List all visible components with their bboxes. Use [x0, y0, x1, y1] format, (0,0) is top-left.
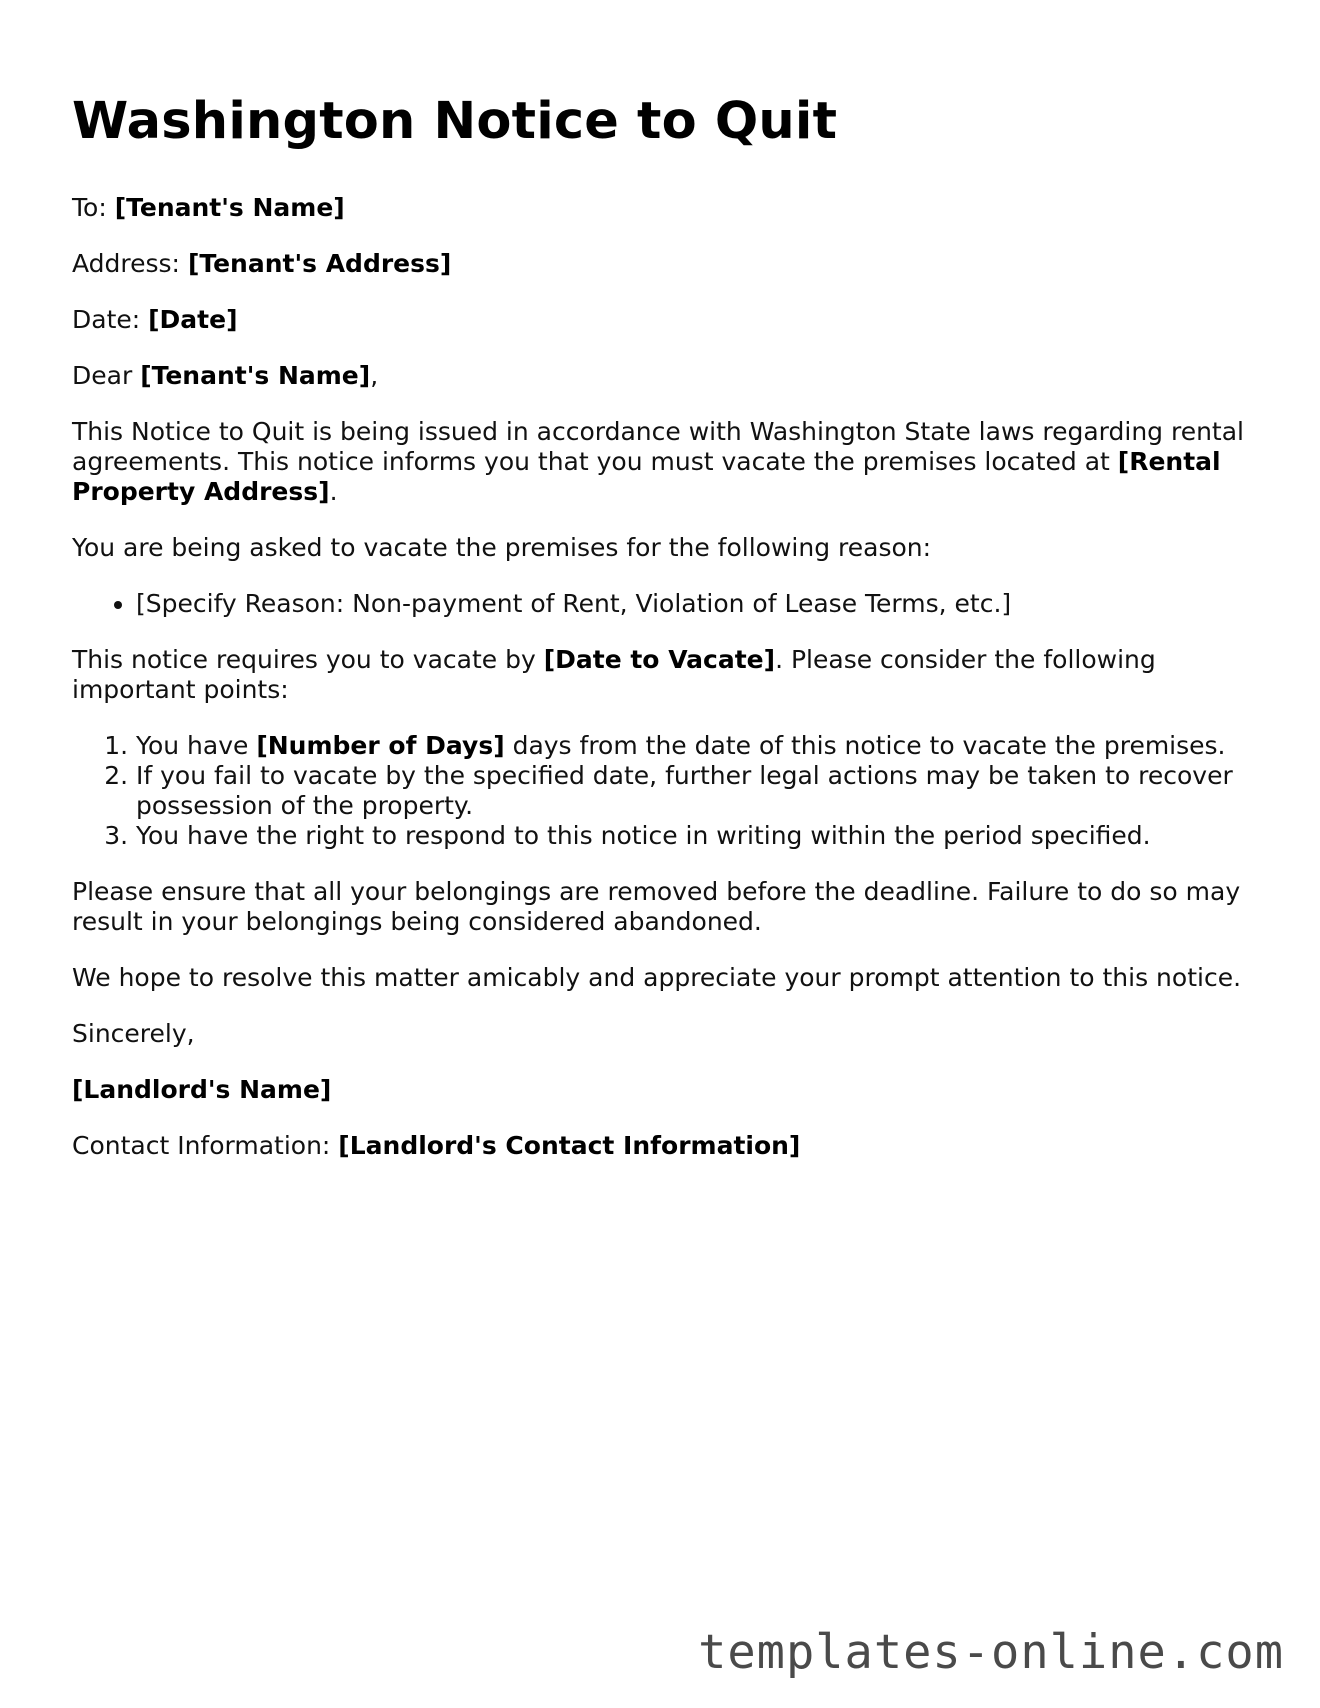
document-page — [72, 0, 1252, 1161]
recipient-line — [72, 193, 1252, 223]
point-item: 2. If you fail to vacate by the specified date, further legal actions may be taken to recover possession of the property. — [136, 761, 1252, 821]
reason-item: • [Specify Reason: Non-payment of Rent, Violation of Lease Terms, etc.] — [136, 589, 1252, 619]
closing: Sincerely, — [72, 1019, 195, 1048]
intro-text: This Notice to Quit is being issued in accordance with Washington State laws regarding rental agreements. This notice informs you that you must vacate the premises located at — [72, 417, 1244, 476]
tenant-address-field: [Tenant's Address] — [187, 249, 452, 278]
intro-end: . — [329, 477, 338, 506]
reason-lead: You are being asked to vacate the premises for the following reason: — [72, 533, 932, 562]
salutation — [72, 361, 1252, 391]
date-to-vacate-field: [Date to Vacate] — [543, 645, 776, 674]
address-label: Address: — [72, 249, 188, 278]
tenant-name-field: [Tenant's Name] — [114, 193, 345, 222]
hope-paragraph: We hope to resolve this matter amicably and appreciate your prompt attention to this notice. — [72, 963, 1242, 992]
date-field: [Date] — [148, 305, 238, 334]
recipient-label: To: — [72, 193, 115, 222]
document-title: Washington Notice to Quit — [72, 92, 838, 151]
rental-property-address-field: [Rental Property Address] — [72, 447, 1221, 506]
contact-line — [72, 1131, 1252, 1161]
salutation-tenant-name: [Tenant's Name] — [140, 361, 371, 390]
point-1-suffix: days from the date of this notice to vacate the premises. — [504, 731, 1226, 760]
vacate-suffix: . Please consider the following important points: — [72, 645, 1156, 704]
reason-list — [72, 589, 1252, 619]
point-1-prefix: You have — [136, 731, 257, 760]
intro-paragraph — [72, 417, 1252, 507]
date-line — [72, 305, 1252, 335]
watermark: templates-online.com — [698, 1625, 1284, 1680]
salutation-suffix: , — [370, 361, 379, 390]
point-item: 3. You have the right to respond to this notice in writing within the period specified. — [136, 821, 1252, 851]
point-item — [136, 731, 1252, 761]
landlord-contact-field: [Landlord's Contact Information] — [338, 1131, 801, 1160]
salutation-prefix: Dear — [72, 361, 141, 390]
landlord-name-field: [Landlord's Name] — [72, 1075, 332, 1104]
contact-label: Contact Information: — [72, 1131, 339, 1160]
belongings-paragraph: Please ensure that all your belongings are removed before the deadline. Failure to do so may result in your belongings being considered abandoned. — [72, 877, 1241, 936]
date-label: Date: — [72, 305, 149, 334]
vacate-prefix: This notice requires you to vacate by — [72, 645, 544, 674]
number-of-days-field: [Number of Days] — [256, 731, 505, 760]
vacate-paragraph — [72, 645, 1252, 705]
address-line — [72, 249, 1252, 279]
important-points-list — [72, 731, 1252, 851]
